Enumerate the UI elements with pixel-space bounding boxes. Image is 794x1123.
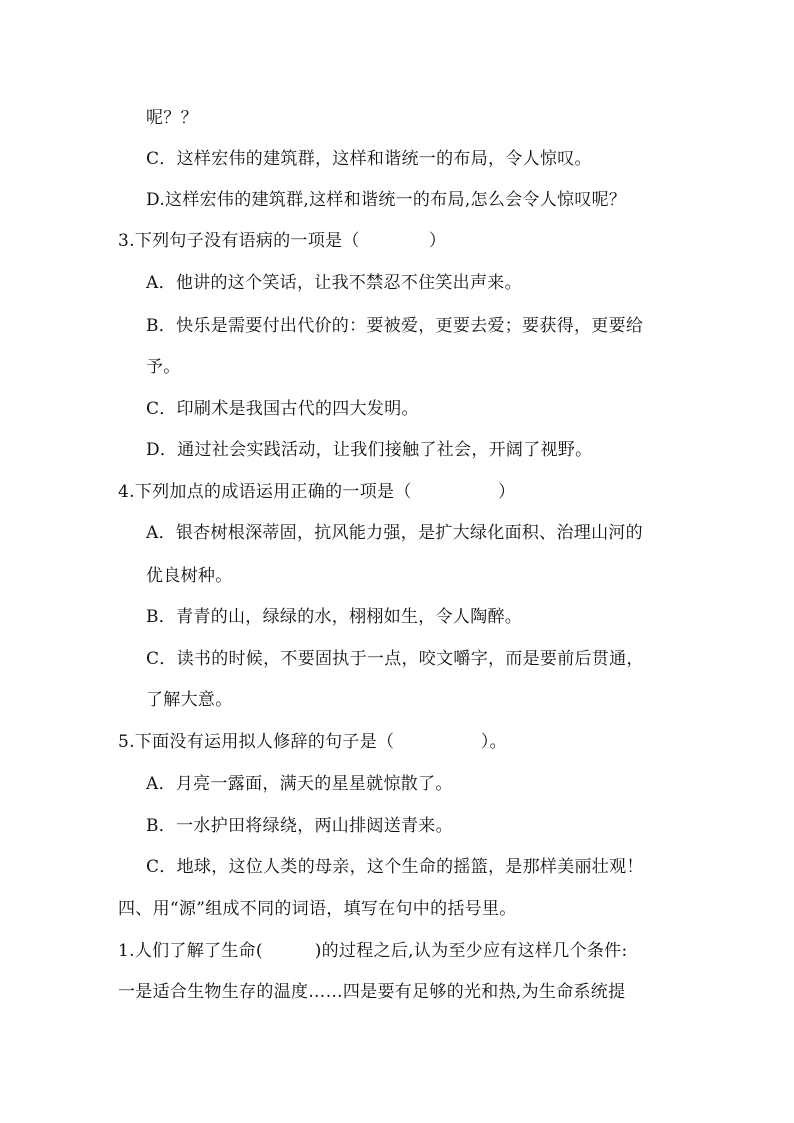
option-a-q4: A．银杏树根深蒂固，抗风能力强，是扩大绿化面积、治理山河的 xyxy=(146,523,643,543)
option-b-q3: B．快乐是需要付出代价的：要被爱，更要去爱；要获得，更要给 xyxy=(146,316,644,336)
section-4-heading: 四、用“源”组成不同的词语，填写在句中的括号里。 xyxy=(118,899,517,919)
text-line-1: 呢？？ xyxy=(146,108,198,128)
option-a-q4-continued: 优良树种。 xyxy=(146,566,233,586)
option-c-q4: C．读书的时候，不要固执于一点，咬文嚼字，而是要前后贯通， xyxy=(146,649,644,669)
option-d-q3: D．通过社会实践活动，让我们接触了社会，开阔了视野。 xyxy=(146,440,593,460)
option-c-q4-continued: 了解大意。 xyxy=(146,690,233,710)
option-b-q5: B．一水护田将绿绕，两山排闼送青来。 xyxy=(146,816,453,836)
option-d-q2: D.这样宏伟的建筑群,这样和谐统一的布局,怎么会令人惊叹呢？ xyxy=(146,190,627,210)
option-b-q3-continued: 予。 xyxy=(146,357,181,377)
option-c-q2: C．这样宏伟的建筑群，这样和谐统一的布局，令人惊叹。 xyxy=(146,149,592,169)
option-a-q3: A．他讲的这个笑话，让我不禁忍不住笑出声来。 xyxy=(146,273,522,293)
question-4: 4.下列加点的成语运用正确的一项是（ ） xyxy=(118,482,516,502)
option-c-q3: C．印刷术是我国古代的四大发明。 xyxy=(146,399,419,419)
section-4-item-1-continued: 一是适合生物生存的温度……四是要有足够的光和热,为生命系统提 xyxy=(118,982,626,1002)
option-a-q5: A．月亮一露面，满天的星星就惊散了。 xyxy=(146,774,453,794)
option-b-q4: B．青青的山，绿绿的水，栩栩如生，令人陶醉。 xyxy=(146,607,523,627)
section-4-item-1: 1.人们了解了生命( )的过程之后,认为至少应有这样几个条件: xyxy=(118,941,628,961)
question-5: 5.下面没有运用拟人修辞的句子是（ ）。 xyxy=(118,732,507,752)
question-3: 3.下列句子没有语病的一项是（ ） xyxy=(118,231,447,251)
option-c-q5: C．地球，这位人类的母亲，这个生命的摇篮，是那样美丽壮观！ xyxy=(146,857,644,877)
